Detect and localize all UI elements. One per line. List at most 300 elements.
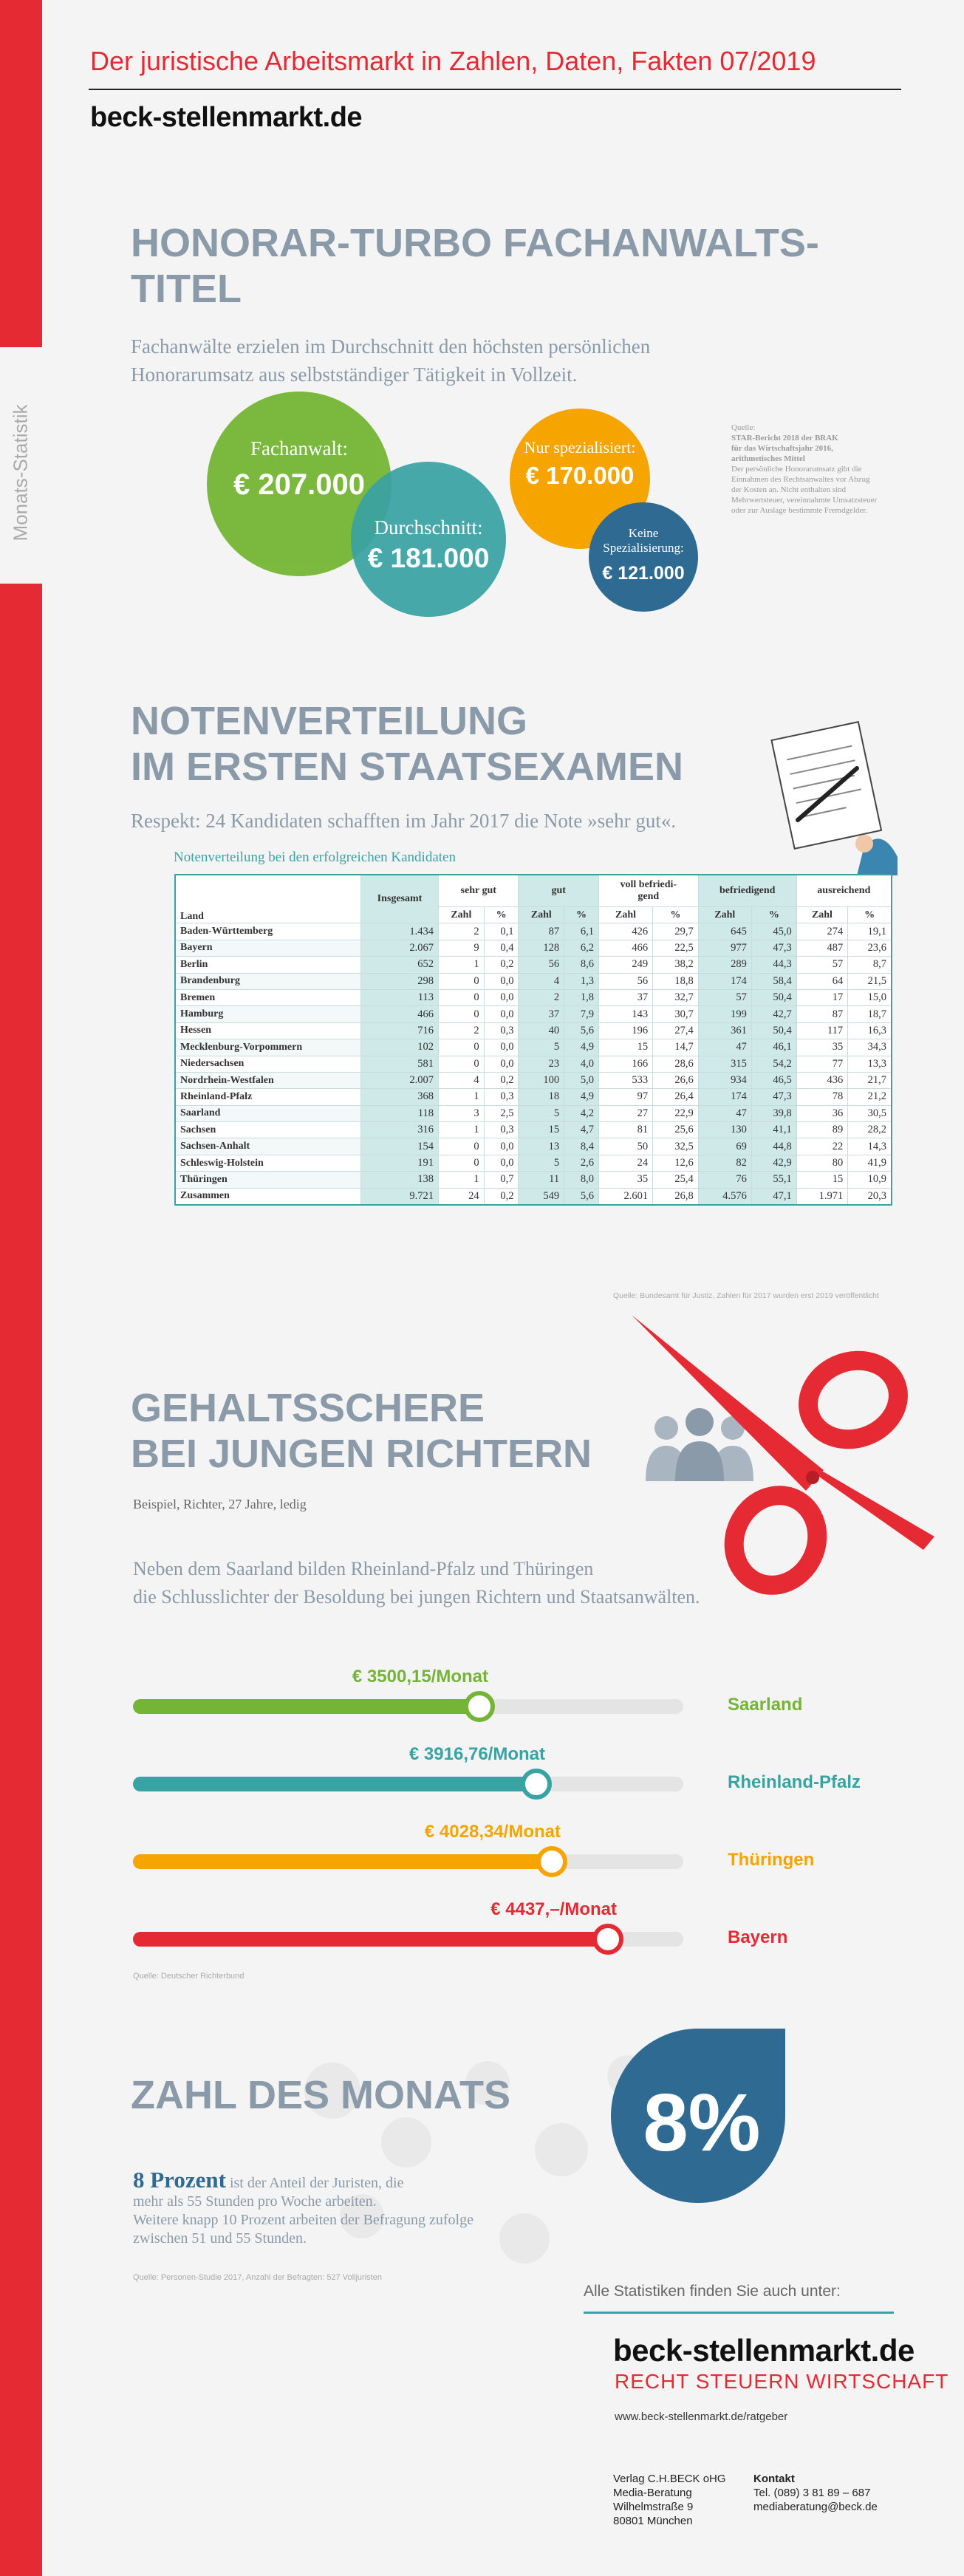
cell-value: 24	[439, 1188, 485, 1205]
cell-value: 54,2	[751, 1056, 796, 1072]
cell-land: Hamburg	[175, 1006, 361, 1022]
cell-value: 22,5	[653, 940, 699, 956]
cell-value: 4,2	[564, 1105, 599, 1121]
sub-header-pct: %	[653, 907, 699, 923]
cell-value: 0	[439, 1039, 485, 1056]
cell-land: Thüringen	[175, 1172, 361, 1188]
cell-land: Hessen	[175, 1022, 361, 1039]
section3-lead-line2: die Schlusslichter der Besoldung bei jungen Richtern und Staatsanwälten.	[133, 1586, 700, 1608]
table-row	[175, 1006, 892, 1022]
table-source: Quelle: Bundesamt für Justiz, Zahlen für 2017 wurden erst 2019 veröffentlicht	[613, 1291, 879, 1300]
cell-value: 14,7	[653, 1039, 699, 1056]
section3-title	[131, 1385, 592, 1477]
cell-value: 2.007	[361, 1072, 439, 1088]
salary-state-label: Rheinland-Pfalz	[728, 1772, 861, 1792]
table-row	[175, 1105, 892, 1121]
cell-value: 13,3	[848, 1056, 892, 1072]
salary-bar-track	[133, 1699, 683, 1714]
clipboard-pen-illustration	[753, 717, 898, 875]
table-row	[175, 1022, 892, 1039]
cell-value: 368	[361, 1089, 439, 1105]
section1-title	[131, 220, 819, 312]
section4-text-line3: Weitere knapp 10 Prozent arbeiten der Befragung zufolge	[133, 2212, 474, 2228]
section3-lead	[133, 1555, 700, 1611]
section2-lead: Respekt: 24 Kandidaten schafften im Jahr 2017 die Note »sehr gut«.	[131, 810, 677, 832]
cell-land: Zusammen	[175, 1188, 361, 1205]
cell-land: Nordrhein-Westfalen	[175, 1072, 361, 1088]
table-row	[175, 1155, 892, 1171]
cell-value: 289	[698, 957, 751, 973]
cell-value: 27	[598, 1105, 652, 1121]
cell-land: Sachsen	[175, 1122, 361, 1138]
bubble-label: Fachanwalt:	[250, 437, 348, 459]
cell-value: 102	[361, 1039, 439, 1056]
cell-value: 81	[598, 1122, 652, 1138]
sub-header-pct: %	[564, 907, 599, 923]
cell-value: 4	[519, 973, 564, 989]
cell-value: 0	[439, 1155, 485, 1171]
cell-value: 46,5	[751, 1072, 796, 1088]
salary-bar-track	[133, 1854, 683, 1869]
section4-source: Quelle: Personen-Studie 2017, Anzahl der Befragten: 527 Volljuristen	[133, 2273, 382, 2282]
cell-land: Mecklenburg-Vorpommern	[175, 1039, 361, 1056]
salary-amount-label: € 3916,76/Monat	[408, 1744, 545, 1764]
brand-logo: beck-stellenmarkt.de	[90, 102, 363, 133]
table-row	[175, 940, 892, 956]
cell-value: 82	[698, 1155, 751, 1171]
cell-value: 316	[361, 1122, 439, 1138]
cell-value: 0,0	[484, 1039, 519, 1056]
cell-value: 15	[519, 1122, 564, 1138]
cell-value: 25,6	[653, 1122, 699, 1138]
cell-value: 28,6	[653, 1056, 699, 1072]
salary-bar-fill	[133, 1932, 606, 1947]
cell-value: 47	[698, 1105, 751, 1121]
address-line: Wilhelmstraße 9	[613, 2501, 694, 2513]
cell-value: 0,2	[484, 1188, 519, 1205]
salary-source: Quelle: Deutscher Richterbund	[133, 1972, 245, 1981]
cell-land: Bremen	[175, 989, 361, 1005]
cell-value: 0,0	[484, 1138, 519, 1155]
page-header-title: Der juristische Arbeitsmarkt in Zahlen, Daten, Fakten 07/2019	[90, 46, 816, 76]
cell-value: 11	[519, 1172, 564, 1188]
cell-value: 652	[361, 957, 439, 973]
cell-value: 23,6	[848, 940, 892, 956]
cell-land: Rheinland-Pfalz	[175, 1089, 361, 1105]
sub-header-pct: %	[848, 907, 892, 923]
cell-value: 1.971	[796, 1188, 847, 1205]
cell-value: 4,7	[564, 1122, 599, 1138]
cell-value: 26,8	[653, 1188, 699, 1205]
col-header-voll-line2: gend	[637, 891, 660, 902]
cell-value: 32,7	[653, 989, 699, 1005]
cell-value: 38,2	[653, 957, 699, 973]
col-header-voll-befriedigend	[598, 875, 698, 907]
cell-value: 174	[698, 1089, 751, 1105]
cell-value: 44,8	[751, 1138, 796, 1155]
salary-bar-fill	[133, 1699, 477, 1714]
cell-value: 13	[519, 1138, 564, 1155]
cell-value: 113	[361, 989, 439, 1005]
salary-bar-knob	[592, 1924, 623, 1955]
cell-value: 8,4	[564, 1138, 599, 1155]
cell-value: 23	[519, 1056, 564, 1072]
cell-value: 29,7	[653, 923, 699, 940]
table-row	[175, 989, 892, 1005]
section3-subtitle: Beispiel, Richter, 27 Jahre, ledig	[133, 1497, 307, 1511]
cell-value: 191	[361, 1155, 439, 1171]
cell-value: 46,1	[751, 1039, 796, 1056]
cell-value: 32,5	[653, 1138, 699, 1155]
cell-value: 19,1	[848, 923, 892, 940]
cell-value: 1.434	[361, 923, 439, 940]
cell-value: 0,2	[484, 1072, 519, 1088]
salary-state-label: Thüringen	[728, 1850, 815, 1870]
cell-value: 76	[698, 1172, 751, 1188]
section4-text-line2: mehr als 55 Stunden pro Woche arbeiten.	[133, 2193, 377, 2210]
cell-value: 0,1	[484, 923, 519, 940]
cell-value: 30,7	[653, 1006, 699, 1022]
table-row	[175, 923, 892, 940]
cell-value: 56	[598, 973, 652, 989]
cell-value: 466	[598, 940, 652, 956]
cell-value: 166	[598, 1056, 652, 1072]
section1-lead-line1: Fachanwälte erzielen im Durchschnitt den höchsten persönlichen	[131, 335, 651, 358]
cell-value: 934	[698, 1072, 751, 1088]
cell-value: 58,4	[751, 973, 796, 989]
cell-value: 8,6	[564, 957, 599, 973]
contact-email[interactable]: mediaberatung@beck.de	[753, 2501, 878, 2513]
cell-value: 44,3	[751, 957, 796, 973]
cell-value: 8,0	[564, 1172, 599, 1188]
cell-land: Niedersachsen	[175, 1056, 361, 1072]
cell-value: 57	[698, 989, 751, 1005]
cell-value: 2,6	[564, 1155, 599, 1171]
cell-value: 15,0	[848, 989, 892, 1005]
cell-value: 0,2	[484, 957, 519, 973]
cell-value: 4.576	[698, 1188, 751, 1205]
section2-title-line1: NOTENVERTEILUNG	[131, 699, 528, 743]
cell-value: 7,9	[564, 1006, 599, 1022]
cell-value: 50,4	[751, 1022, 796, 1039]
salary-bar-fill	[133, 1854, 550, 1869]
cell-value: 64	[796, 973, 847, 989]
cell-value: 18,7	[848, 1006, 892, 1022]
cell-value: 21,2	[848, 1089, 892, 1105]
cell-value: 56	[519, 957, 564, 973]
cell-value: 18	[519, 1089, 564, 1105]
cell-value: 0,0	[484, 973, 519, 989]
grade-distribution-table	[174, 874, 892, 1206]
cell-land: Saarland	[175, 1105, 361, 1121]
cell-value: 4,9	[564, 1039, 599, 1056]
salary-bar-fill	[133, 1777, 534, 1791]
cell-value: 89	[796, 1122, 847, 1138]
table-row	[175, 1172, 892, 1188]
cell-value: 37	[598, 989, 652, 1005]
bubble-label: Durchschnitt:	[374, 516, 483, 539]
section4-title: ZAHL DES MONATS	[131, 2073, 511, 2117]
cell-value: 21,5	[848, 973, 892, 989]
cell-value: 1	[439, 1172, 485, 1188]
cell-value: 143	[598, 1006, 652, 1022]
cell-value: 37	[519, 1006, 564, 1022]
cell-value: 0,3	[484, 1089, 519, 1105]
cell-land: Sachsen-Anhalt	[175, 1138, 361, 1155]
note-source-line3: arithmetisches Mittel	[731, 454, 805, 463]
cell-value: 15	[796, 1172, 847, 1188]
cell-value: 22,9	[653, 1105, 699, 1121]
cell-value: 39,8	[751, 1105, 796, 1121]
cell-value: 0,4	[484, 940, 519, 956]
cell-value: 298	[361, 973, 439, 989]
note-source-label: Quelle:	[731, 423, 756, 432]
cell-value: 549	[519, 1188, 564, 1205]
cell-value: 1	[439, 1089, 485, 1105]
cell-value: 716	[361, 1022, 439, 1039]
bubble-value: € 121.000	[602, 563, 685, 584]
cell-value: 97	[598, 1089, 652, 1105]
cell-value: 0,3	[484, 1022, 519, 1039]
cell-value: 6,1	[564, 923, 599, 940]
cell-value: 69	[698, 1138, 751, 1155]
cell-value: 118	[361, 1105, 439, 1121]
cell-value: 196	[598, 1022, 652, 1039]
cell-value: 42,7	[751, 1006, 796, 1022]
cell-value: 9	[439, 940, 485, 956]
cell-value: 2,5	[484, 1105, 519, 1121]
salary-amount-label: € 4437,–/Monat	[490, 1899, 617, 1919]
cell-value: 20,3	[848, 1188, 892, 1205]
contact-title: Kontakt	[753, 2473, 795, 2485]
cell-value: 4	[439, 1072, 485, 1088]
cell-value: 5	[519, 1105, 564, 1121]
sub-header-zahl: Zahl	[519, 907, 564, 923]
bubble-keine-spezialisierung	[589, 502, 698, 612]
col-header-voll-line1: voll befriedi-	[620, 879, 677, 890]
salary-bar-knob	[464, 1691, 495, 1722]
cell-value: 2	[439, 1022, 485, 1039]
cell-value: 45,0	[751, 923, 796, 940]
cell-value: 0	[439, 973, 485, 989]
cell-value: 128	[519, 940, 564, 956]
cell-land: Bayern	[175, 940, 361, 956]
cell-value: 5	[519, 1155, 564, 1171]
cell-value: 1	[439, 957, 485, 973]
bubble-label	[589, 526, 698, 556]
side-strip-bottom	[0, 584, 42, 2576]
table-row	[175, 1056, 892, 1072]
section2-title-line2: IM ERSTEN STAATSEXAMEN	[131, 745, 684, 789]
cell-value: 0,0	[484, 1056, 519, 1072]
cell-value: 2	[439, 923, 485, 940]
cell-value: 1,8	[564, 989, 599, 1005]
cell-value: 10,9	[848, 1172, 892, 1188]
cell-value: 0	[439, 1006, 485, 1022]
cell-land: Baden-Württemberg	[175, 923, 361, 940]
sub-header-pct: %	[484, 907, 519, 923]
cell-value: 466	[361, 1006, 439, 1022]
cell-value: 174	[698, 973, 751, 989]
cell-value: 8,7	[848, 957, 892, 973]
bubble-label-line1: Keine	[628, 526, 659, 540]
cell-value: 78	[796, 1089, 847, 1105]
cell-value: 36	[796, 1105, 847, 1121]
cell-value: 6,2	[564, 940, 599, 956]
col-header-insgesamt: Insgesamt	[361, 875, 439, 923]
cell-value: 2.067	[361, 940, 439, 956]
table-row	[175, 1188, 892, 1205]
cell-value: 315	[698, 1056, 751, 1072]
section1-lead	[131, 332, 650, 389]
cell-value: 80	[796, 1155, 847, 1171]
section1-title-line1: HONORAR-TURBO FACHANWALTS-	[131, 221, 819, 265]
cell-value: 487	[796, 940, 847, 956]
section3-lead-line1: Neben dem Saarland bilden Rheinland-Pfalz und Thüringen	[133, 1558, 594, 1579]
footer-claim: RECHT STEUERN WIRTSCHAFT	[615, 2370, 949, 2393]
header-divider	[89, 89, 901, 90]
salary-bar-knob	[521, 1769, 552, 1800]
bubble-label: Nur spezialisiert:	[524, 438, 636, 457]
note-text: Der persönliche Honorarumsatz gibt die Einnahmen des Rechtsanwaltes vor Abzug der Kosten an. Nicht enthalten sind Mehrwertsteuer, vereinnahmte Umsatzsteuer oder zur Auslage bestimmte Fremdgelder.	[731, 465, 878, 515]
section1-source-note	[731, 423, 879, 516]
footer-contact	[753, 2472, 878, 2514]
cell-value: 0	[439, 1138, 485, 1155]
section1-lead-line2: Honorarumsatz aus selbstständiger Tätigkeit in Vollzeit.	[131, 363, 578, 386]
section4-text	[133, 2167, 517, 2248]
col-header-befriedigend: befriedigend	[698, 875, 796, 907]
cell-value: 40	[519, 1022, 564, 1039]
salary-state-label: Bayern	[728, 1927, 788, 1947]
cell-value: 21,7	[848, 1072, 892, 1088]
footer-divider	[584, 2312, 894, 2314]
percent-badge-label: 8%	[643, 2077, 761, 2168]
cell-value: 2	[519, 989, 564, 1005]
cell-value: 2.601	[598, 1188, 652, 1205]
cell-value: 18,8	[653, 973, 699, 989]
cell-value: 17	[796, 989, 847, 1005]
cell-value: 533	[598, 1072, 652, 1088]
cell-value: 47,3	[751, 1089, 796, 1105]
col-header-gut: gut	[519, 875, 598, 907]
cell-value: 35	[796, 1039, 847, 1056]
cell-value: 1	[439, 1122, 485, 1138]
cell-value: 130	[698, 1122, 751, 1138]
cell-land: Schleswig-Holstein	[175, 1155, 361, 1171]
cell-value: 77	[796, 1056, 847, 1072]
scissors-icon	[632, 1315, 957, 1610]
cell-value: 47	[698, 1039, 751, 1056]
side-label: Monats-Statistik	[9, 404, 32, 541]
note-source-line2: für das Wirtschaftsjahr 2016,	[731, 444, 833, 453]
cell-value: 138	[361, 1172, 439, 1188]
section4-text-line1: ist der Anteil der Juristen, die	[229, 2175, 404, 2191]
sub-header-zahl: Zahl	[698, 907, 751, 923]
cell-value: 0	[439, 1056, 485, 1072]
salary-bar-knob	[536, 1846, 567, 1877]
cell-land: Brandenburg	[175, 973, 361, 989]
cell-value: 0,0	[484, 989, 519, 1005]
cell-value: 25,4	[653, 1172, 699, 1188]
footer-address	[613, 2472, 726, 2528]
cell-value: 9.721	[361, 1188, 439, 1205]
cell-value: 12,6	[653, 1155, 699, 1171]
bubble-durchschnitt	[351, 462, 506, 617]
col-header-land: Land	[175, 875, 361, 923]
table-row	[175, 1089, 892, 1105]
section4-text-line4: zwischen 51 und 55 Stunden.	[133, 2230, 307, 2247]
section3-title-line1: GEHALTSSCHERE	[131, 1386, 485, 1430]
table-row	[175, 957, 892, 973]
col-header-sehr-gut: sehr gut	[439, 875, 519, 907]
bubble-value: € 170.000	[525, 462, 635, 489]
salary-bar-track	[133, 1777, 683, 1791]
cell-value: 35	[598, 1172, 652, 1188]
cell-value: 249	[598, 957, 652, 973]
table-row	[175, 1039, 892, 1056]
salary-bar-track	[133, 1932, 683, 1947]
note-source-line1: STAR-Bericht 2018 der BRAK	[731, 434, 838, 443]
cell-value: 5,0	[564, 1072, 599, 1088]
cell-value: 87	[519, 923, 564, 940]
cell-value: 26,6	[653, 1072, 699, 1088]
footer-brand[interactable]: beck-stellenmarkt.de	[613, 2333, 915, 2368]
cell-value: 47,3	[751, 940, 796, 956]
sub-header-zahl: Zahl	[796, 907, 847, 923]
cell-value: 41,9	[848, 1155, 892, 1171]
cell-value: 0,0	[484, 1155, 519, 1171]
section1-title-line2: TITEL	[131, 267, 242, 311]
section4-highlight: 8 Prozent	[133, 2167, 226, 2193]
cell-value: 117	[796, 1022, 847, 1039]
cell-value: 0	[439, 989, 485, 1005]
cell-value: 0,3	[484, 1122, 519, 1138]
cell-value: 645	[698, 923, 751, 940]
cell-value: 100	[519, 1072, 564, 1088]
cell-value: 581	[361, 1056, 439, 1072]
address-line: 80801 München	[613, 2515, 693, 2527]
cell-value: 977	[698, 940, 751, 956]
address-line: Verlag C.H.BECK oHG	[613, 2473, 726, 2485]
table-row	[175, 973, 892, 989]
table-row	[175, 1122, 892, 1138]
cell-value: 87	[796, 1006, 847, 1022]
cell-value: 5,6	[564, 1022, 599, 1039]
footer-url-link[interactable]: www.beck-stellenmarkt.de/ratgeber	[615, 2411, 788, 2423]
salary-state-label: Saarland	[728, 1695, 803, 1715]
all-stats-label: Alle Statistiken finden Sie auch unter:	[584, 2283, 841, 2300]
contact-phone[interactable]: Tel. (089) 3 81 89 – 687	[753, 2487, 871, 2499]
table-caption: Notenverteilung bei den erfolgreichen Kandidaten	[174, 850, 456, 865]
cell-value: 4,9	[564, 1089, 599, 1105]
cell-value: 50	[598, 1138, 652, 1155]
cell-value: 41,1	[751, 1122, 796, 1138]
sub-header-pct: %	[751, 907, 796, 923]
section3-title-line2: BEI JUNGEN RICHTERN	[131, 1432, 592, 1476]
cell-value: 22	[796, 1138, 847, 1155]
cell-value: 5,6	[564, 1188, 599, 1205]
sub-header-zahl: Zahl	[439, 907, 485, 923]
cell-value: 55,1	[751, 1172, 796, 1188]
cell-value: 5	[519, 1039, 564, 1056]
cell-value: 30,5	[848, 1105, 892, 1121]
table-row	[175, 1072, 892, 1088]
cell-value: 27,4	[653, 1022, 699, 1039]
col-header-ausreichend: ausreichend	[796, 875, 892, 907]
cell-value: 57	[796, 957, 847, 973]
cell-value: 0,7	[484, 1172, 519, 1188]
sub-header-zahl: Zahl	[598, 907, 652, 923]
